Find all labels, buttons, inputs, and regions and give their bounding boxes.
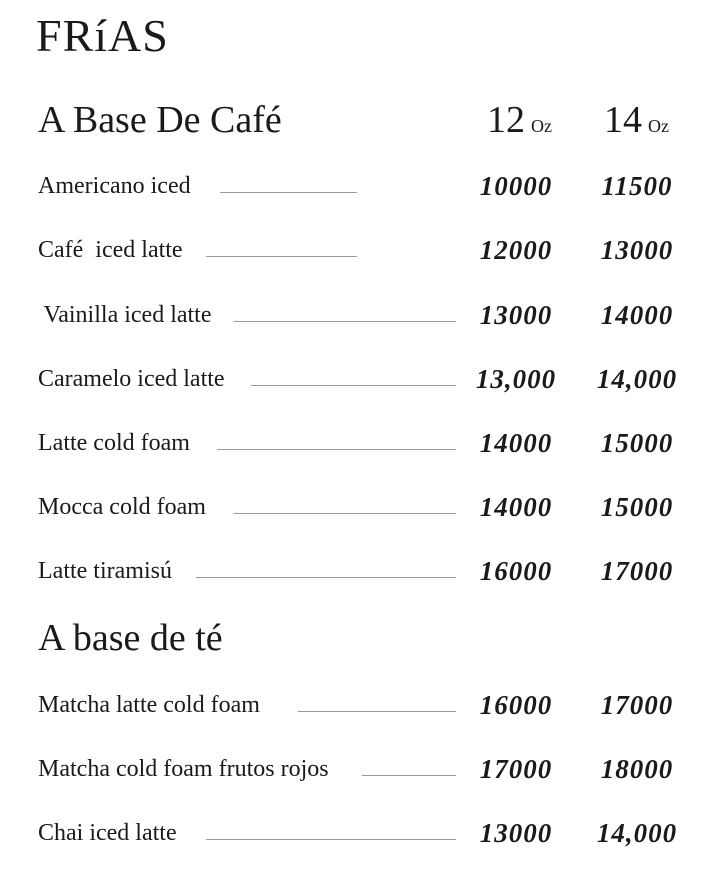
menu-item — [0, 487, 726, 527]
leader-line — [251, 385, 456, 386]
size-header-12oz — [487, 98, 552, 148]
leader-line — [362, 775, 456, 776]
section-title-coffee: A Base De Café — [38, 99, 282, 141]
leader-line — [220, 192, 357, 193]
menu-title: FRíAS — [36, 10, 169, 61]
menu-item — [0, 166, 726, 206]
menu-item — [0, 295, 726, 335]
price-14oz: 15000 — [600, 428, 674, 458]
size-number: 12 — [487, 99, 525, 141]
item-name: Chai iced latte — [38, 820, 177, 846]
price-14oz: 18000 — [600, 754, 674, 784]
price-14oz: 11500 — [601, 171, 673, 201]
item-name: Latte cold foam — [38, 430, 190, 456]
item-name: Café iced latte — [38, 237, 183, 263]
price-12oz: 12000 — [479, 235, 553, 265]
item-name: Matcha latte cold foam — [38, 692, 260, 718]
menu-item — [0, 551, 726, 591]
size-unit: Oz — [648, 116, 669, 136]
size-number: 14 — [604, 99, 642, 141]
price-14oz: 14,000 — [596, 818, 678, 848]
price-12oz: 17000 — [479, 754, 553, 784]
menu-item — [0, 813, 726, 853]
item-name: Americano iced — [38, 173, 191, 199]
leader-line — [234, 513, 456, 514]
leader-line — [206, 839, 456, 840]
price-14oz: 14,000 — [596, 364, 678, 394]
item-name: Vainilla iced latte — [38, 302, 212, 328]
price-12oz: 13,000 — [475, 364, 557, 394]
item-name: Latte tiramisú — [38, 558, 172, 584]
size-header-14oz — [604, 98, 669, 148]
price-14oz: 15000 — [600, 492, 674, 522]
menu-item — [0, 749, 726, 789]
leader-line — [298, 711, 456, 712]
leader-line — [234, 321, 456, 322]
price-12oz: 16000 — [479, 690, 553, 720]
price-12oz: 14000 — [479, 428, 553, 458]
size-unit: Oz — [531, 116, 552, 136]
leader-line — [206, 256, 357, 257]
item-name: Caramelo iced latte — [38, 366, 225, 392]
price-14oz: 14000 — [600, 300, 674, 330]
menu-item — [0, 230, 726, 270]
price-12oz: 13000 — [479, 300, 553, 330]
price-12oz: 14000 — [479, 492, 553, 522]
section-title-tea: A base de té — [38, 617, 223, 659]
price-14oz: 13000 — [600, 235, 674, 265]
price-12oz: 10000 — [479, 171, 553, 201]
leader-line — [196, 577, 456, 578]
price-12oz: 16000 — [479, 556, 553, 586]
price-14oz: 17000 — [600, 556, 674, 586]
item-name: Matcha cold foam frutos rojos — [38, 756, 329, 782]
item-name: Mocca cold foam — [38, 494, 206, 520]
menu-item — [0, 423, 726, 463]
leader-line — [217, 449, 456, 450]
menu-item — [0, 685, 726, 725]
price-14oz: 17000 — [600, 690, 674, 720]
price-12oz: 13000 — [479, 818, 553, 848]
menu-item — [0, 359, 726, 399]
